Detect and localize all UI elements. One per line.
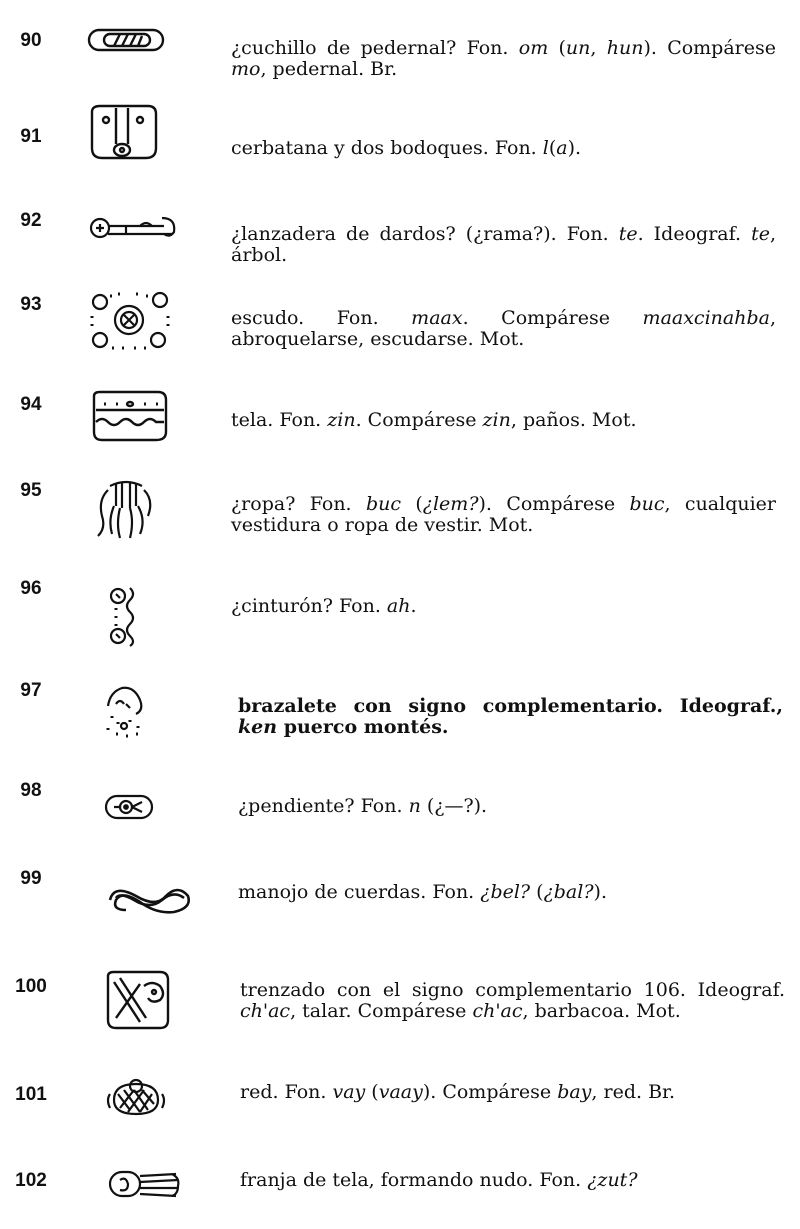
entry-number: 90: [20, 30, 42, 51]
entry-description: cerbatana y dos bodoques. Fon. l(a).: [231, 137, 582, 159]
entry-number: 102: [15, 1170, 47, 1191]
entry-description: franja de tela, formando nudo. Fon. ¿zut?: [240, 1169, 638, 1191]
entry-description: trenzado con el signo complementario 106. Ideograf. ch'ac, talar. Compárese ch'ac, barbacoa. Mot.: [240, 979, 785, 1022]
entry-description: brazalete con signo complementario. Ideograf., ken puerco montés.: [238, 695, 783, 738]
entry-description: tela. Fon. zin. Compárese zin, paños. Mot.: [231, 409, 637, 431]
entry-number: 98: [20, 780, 42, 801]
dart-thrower-glyph-icon: [86, 210, 182, 246]
rope-bundle-glyph-icon: [86, 878, 196, 918]
entry-description: ¿cuchillo de pedernal? Fon. om (un, hun). Compárese mo, pedernal. Br.: [231, 37, 776, 80]
shield-glyph-icon: [86, 290, 176, 352]
entry-description: ¿lanzadera de dardos? (¿rama?). Fon. te. Ideograf. te, árbol.: [231, 223, 777, 266]
entry-description: ¿ropa? Fon. buc (¿lem?). Compárese buc, cualquier vestidura o ropa de vestir. Mot.: [231, 493, 777, 536]
pendant-glyph-icon: [86, 790, 170, 824]
entry-number: 96: [20, 578, 42, 599]
entry-description: manojo de cuerdas. Fon. ¿bel? (¿bal?).: [238, 881, 607, 903]
entry-number: 100: [15, 976, 47, 997]
belt-glyph-icon: [86, 584, 166, 650]
bracelet-glyph-icon: [86, 682, 166, 744]
braid-glyph-icon: [86, 970, 170, 1032]
entry-number: 94: [20, 394, 42, 415]
entry-description: escudo. Fon. maax. Compárese maaxcinahba, abroquelarse, escudarse. Mot.: [231, 307, 776, 350]
cloth-glyph-icon: [86, 390, 170, 442]
entry-number: 92: [20, 210, 42, 231]
entry-number: 97: [20, 680, 42, 701]
entry-number: 101: [15, 1084, 47, 1105]
net-glyph-icon: [86, 1074, 186, 1120]
cloth-knot-glyph-icon: [86, 1166, 186, 1202]
entry-description: red. Fon. vay (vaay). Compárese bay, red. Br.: [240, 1081, 676, 1103]
flint-knife-glyph-icon: [86, 22, 166, 62]
entry-description: ¿pendiente? Fon. n (¿—?).: [238, 795, 488, 817]
entry-number: 95: [20, 480, 42, 501]
entry-number: 93: [20, 294, 42, 315]
entry-number: 99: [20, 868, 42, 889]
entry-description: ¿cinturón? Fon. ah.: [231, 595, 417, 617]
clothing-glyph-icon: [86, 476, 166, 544]
blowgun-glyph-icon: [86, 104, 166, 164]
entry-number: 91: [20, 126, 42, 147]
